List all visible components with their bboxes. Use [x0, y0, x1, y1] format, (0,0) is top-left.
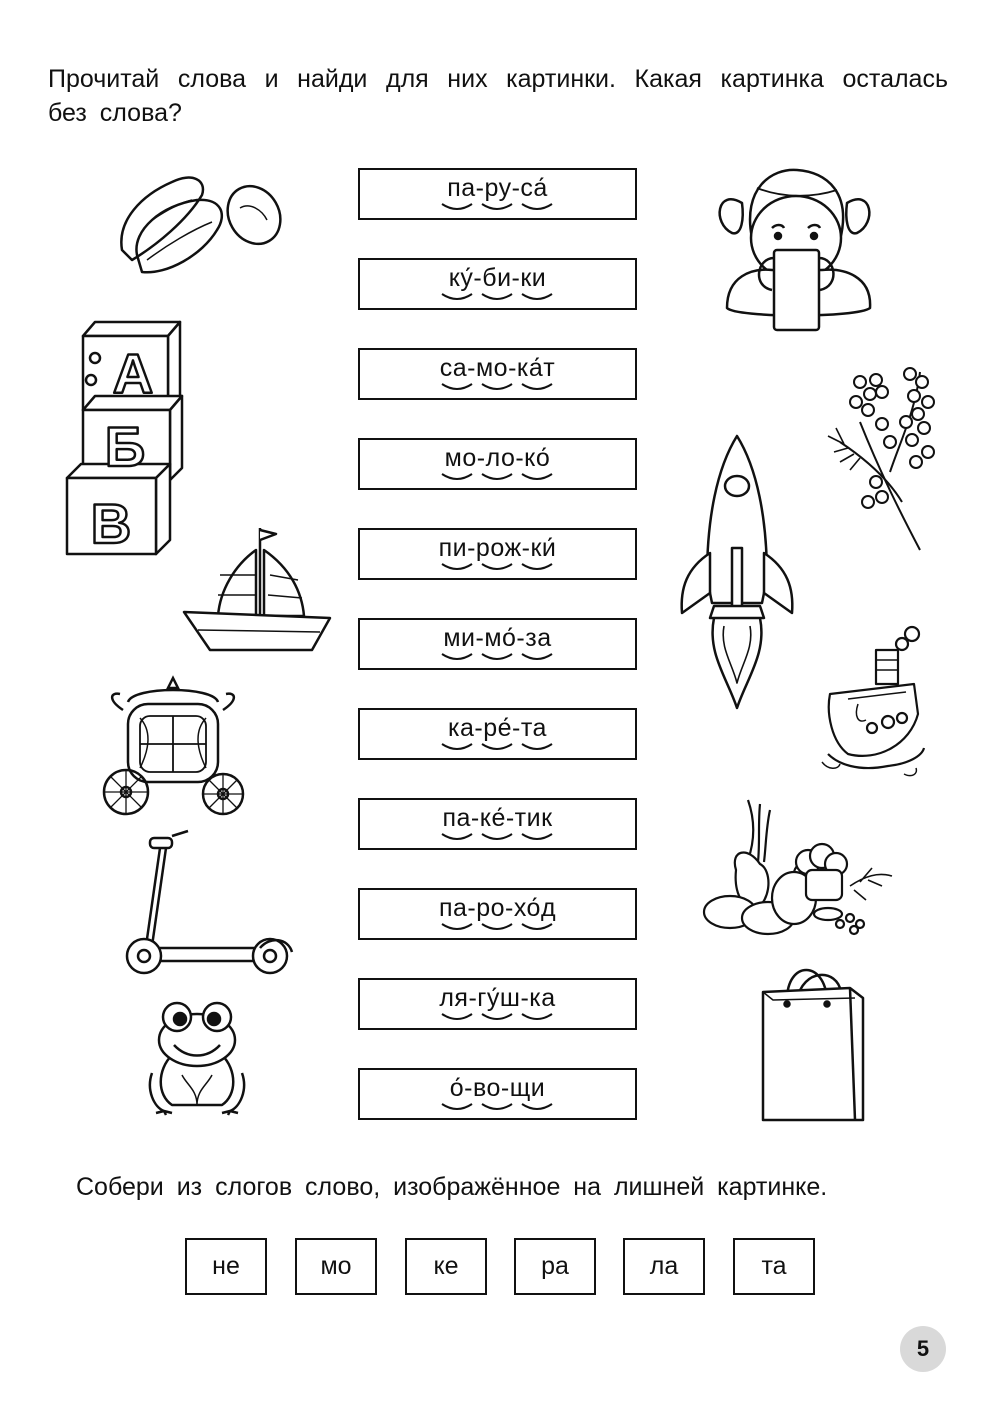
syllable-arcs: [360, 710, 634, 757]
word-box-kubiki: [358, 258, 637, 310]
syllable-arc: [522, 654, 552, 659]
girl-drinking-picture: [712, 158, 877, 343]
syllable-card: не: [185, 1238, 267, 1295]
word-text: пи-рож-ки́: [438, 533, 557, 562]
word-box-mimoza: [358, 618, 637, 670]
carriage-picture: [98, 672, 248, 822]
syllable-arc: [482, 834, 512, 839]
word-box-ovoshchi: [358, 1068, 637, 1120]
block-letter-a: А: [112, 342, 154, 405]
word-text: па-ке́-тик: [442, 803, 553, 832]
syllable-arc: [442, 1014, 472, 1019]
word-box-parusa: [358, 168, 637, 220]
syllable-arc: [442, 744, 472, 749]
word-box-samokat: [358, 348, 637, 400]
word-text: о́-во-щи: [449, 1073, 546, 1102]
word-box-pirozhki: [358, 528, 637, 580]
task-1-instruction: Прочитай слова и найди для них картинки. Какая картинка осталась без слова?: [48, 65, 948, 127]
syllable-arc: [522, 1014, 552, 1019]
syllable-arc: [522, 744, 552, 749]
word-box-lyagushka: [358, 978, 637, 1030]
syllable-arc: [482, 744, 512, 749]
syllable-arc: [442, 474, 472, 479]
word-text: мо-ло-ко́: [444, 443, 551, 472]
page-number: 5: [900, 1326, 946, 1372]
syllable-arc: [442, 924, 472, 929]
steamboat-picture: [818, 624, 928, 782]
syllable-arcs: [360, 890, 634, 937]
syllable-arc: [522, 204, 552, 209]
syllable-arc: [442, 834, 472, 839]
word-text: ми-мо́-за: [443, 623, 552, 652]
syllable-arc: [442, 384, 472, 389]
word-box-parohod: [358, 888, 637, 940]
mimosa-picture: [820, 362, 945, 552]
syllable-arcs: [360, 440, 634, 487]
task-2-instruction: Собери из слогов слово, изображённое на лишней картинке.: [76, 1173, 828, 1201]
bag-picture: [755, 960, 870, 1125]
syllable-arc: [442, 654, 472, 659]
sailboat-picture: [180, 520, 335, 660]
pies-picture: [112, 160, 287, 290]
blocks-picture: [65, 318, 190, 558]
syllable-arc: [442, 1104, 472, 1109]
syllable-arc: [442, 204, 472, 209]
syllable-card: ра: [514, 1238, 596, 1295]
block-letter-b: Б: [104, 415, 146, 478]
syllable-arcs: [360, 530, 634, 577]
syllable-arc: [482, 1014, 512, 1019]
syllable-arc: [482, 564, 512, 569]
syllable-arc: [522, 474, 552, 479]
word-text: па-ро-хо́д: [438, 893, 557, 922]
word-box-paketik: [358, 798, 637, 850]
syllable-arc: [482, 384, 512, 389]
scooter-picture: [120, 826, 300, 981]
word-box-kareta: [358, 708, 637, 760]
syllable-arcs: [360, 1070, 634, 1117]
syllable-arc: [482, 1104, 512, 1109]
syllable-arcs: [360, 350, 634, 397]
word-text: ку́-би-ки: [448, 263, 547, 292]
word-text: па-ру-са́: [447, 173, 548, 202]
syllable-arc: [522, 384, 552, 389]
syllable-arcs: [360, 170, 634, 217]
syllable-arc: [442, 294, 472, 299]
syllable-arcs: [360, 260, 634, 307]
syllable-arc: [522, 294, 552, 299]
syllable-arc: [482, 924, 512, 929]
syllable-arc: [522, 1104, 552, 1109]
syllable-arcs: [360, 620, 634, 667]
syllable-card: ке: [405, 1238, 487, 1295]
rocket-picture: [672, 428, 812, 713]
word-text: ка-ре́-та: [448, 713, 547, 742]
syllable-arc: [522, 834, 552, 839]
frog-picture: [142, 995, 252, 1120]
syllable-card: ла: [623, 1238, 705, 1295]
word-text: ля-гу́ш-ка: [439, 983, 556, 1012]
syllable-card: та: [733, 1238, 815, 1295]
word-text: са-мо-ка́т: [439, 353, 556, 382]
syllable-arc: [482, 474, 512, 479]
syllable-arcs: [360, 980, 634, 1027]
syllable-arcs: [360, 800, 634, 847]
block-letter-v: В: [90, 492, 132, 555]
syllable-arc: [442, 564, 472, 569]
syllable-arc: [482, 294, 512, 299]
syllable-arc: [482, 654, 512, 659]
syllable-arc: [522, 564, 552, 569]
syllable-card: мо: [295, 1238, 377, 1295]
syllable-arc: [522, 924, 552, 929]
word-box-moloko: [358, 438, 637, 490]
vegetables-picture: [700, 790, 895, 940]
syllable-arc: [482, 204, 512, 209]
